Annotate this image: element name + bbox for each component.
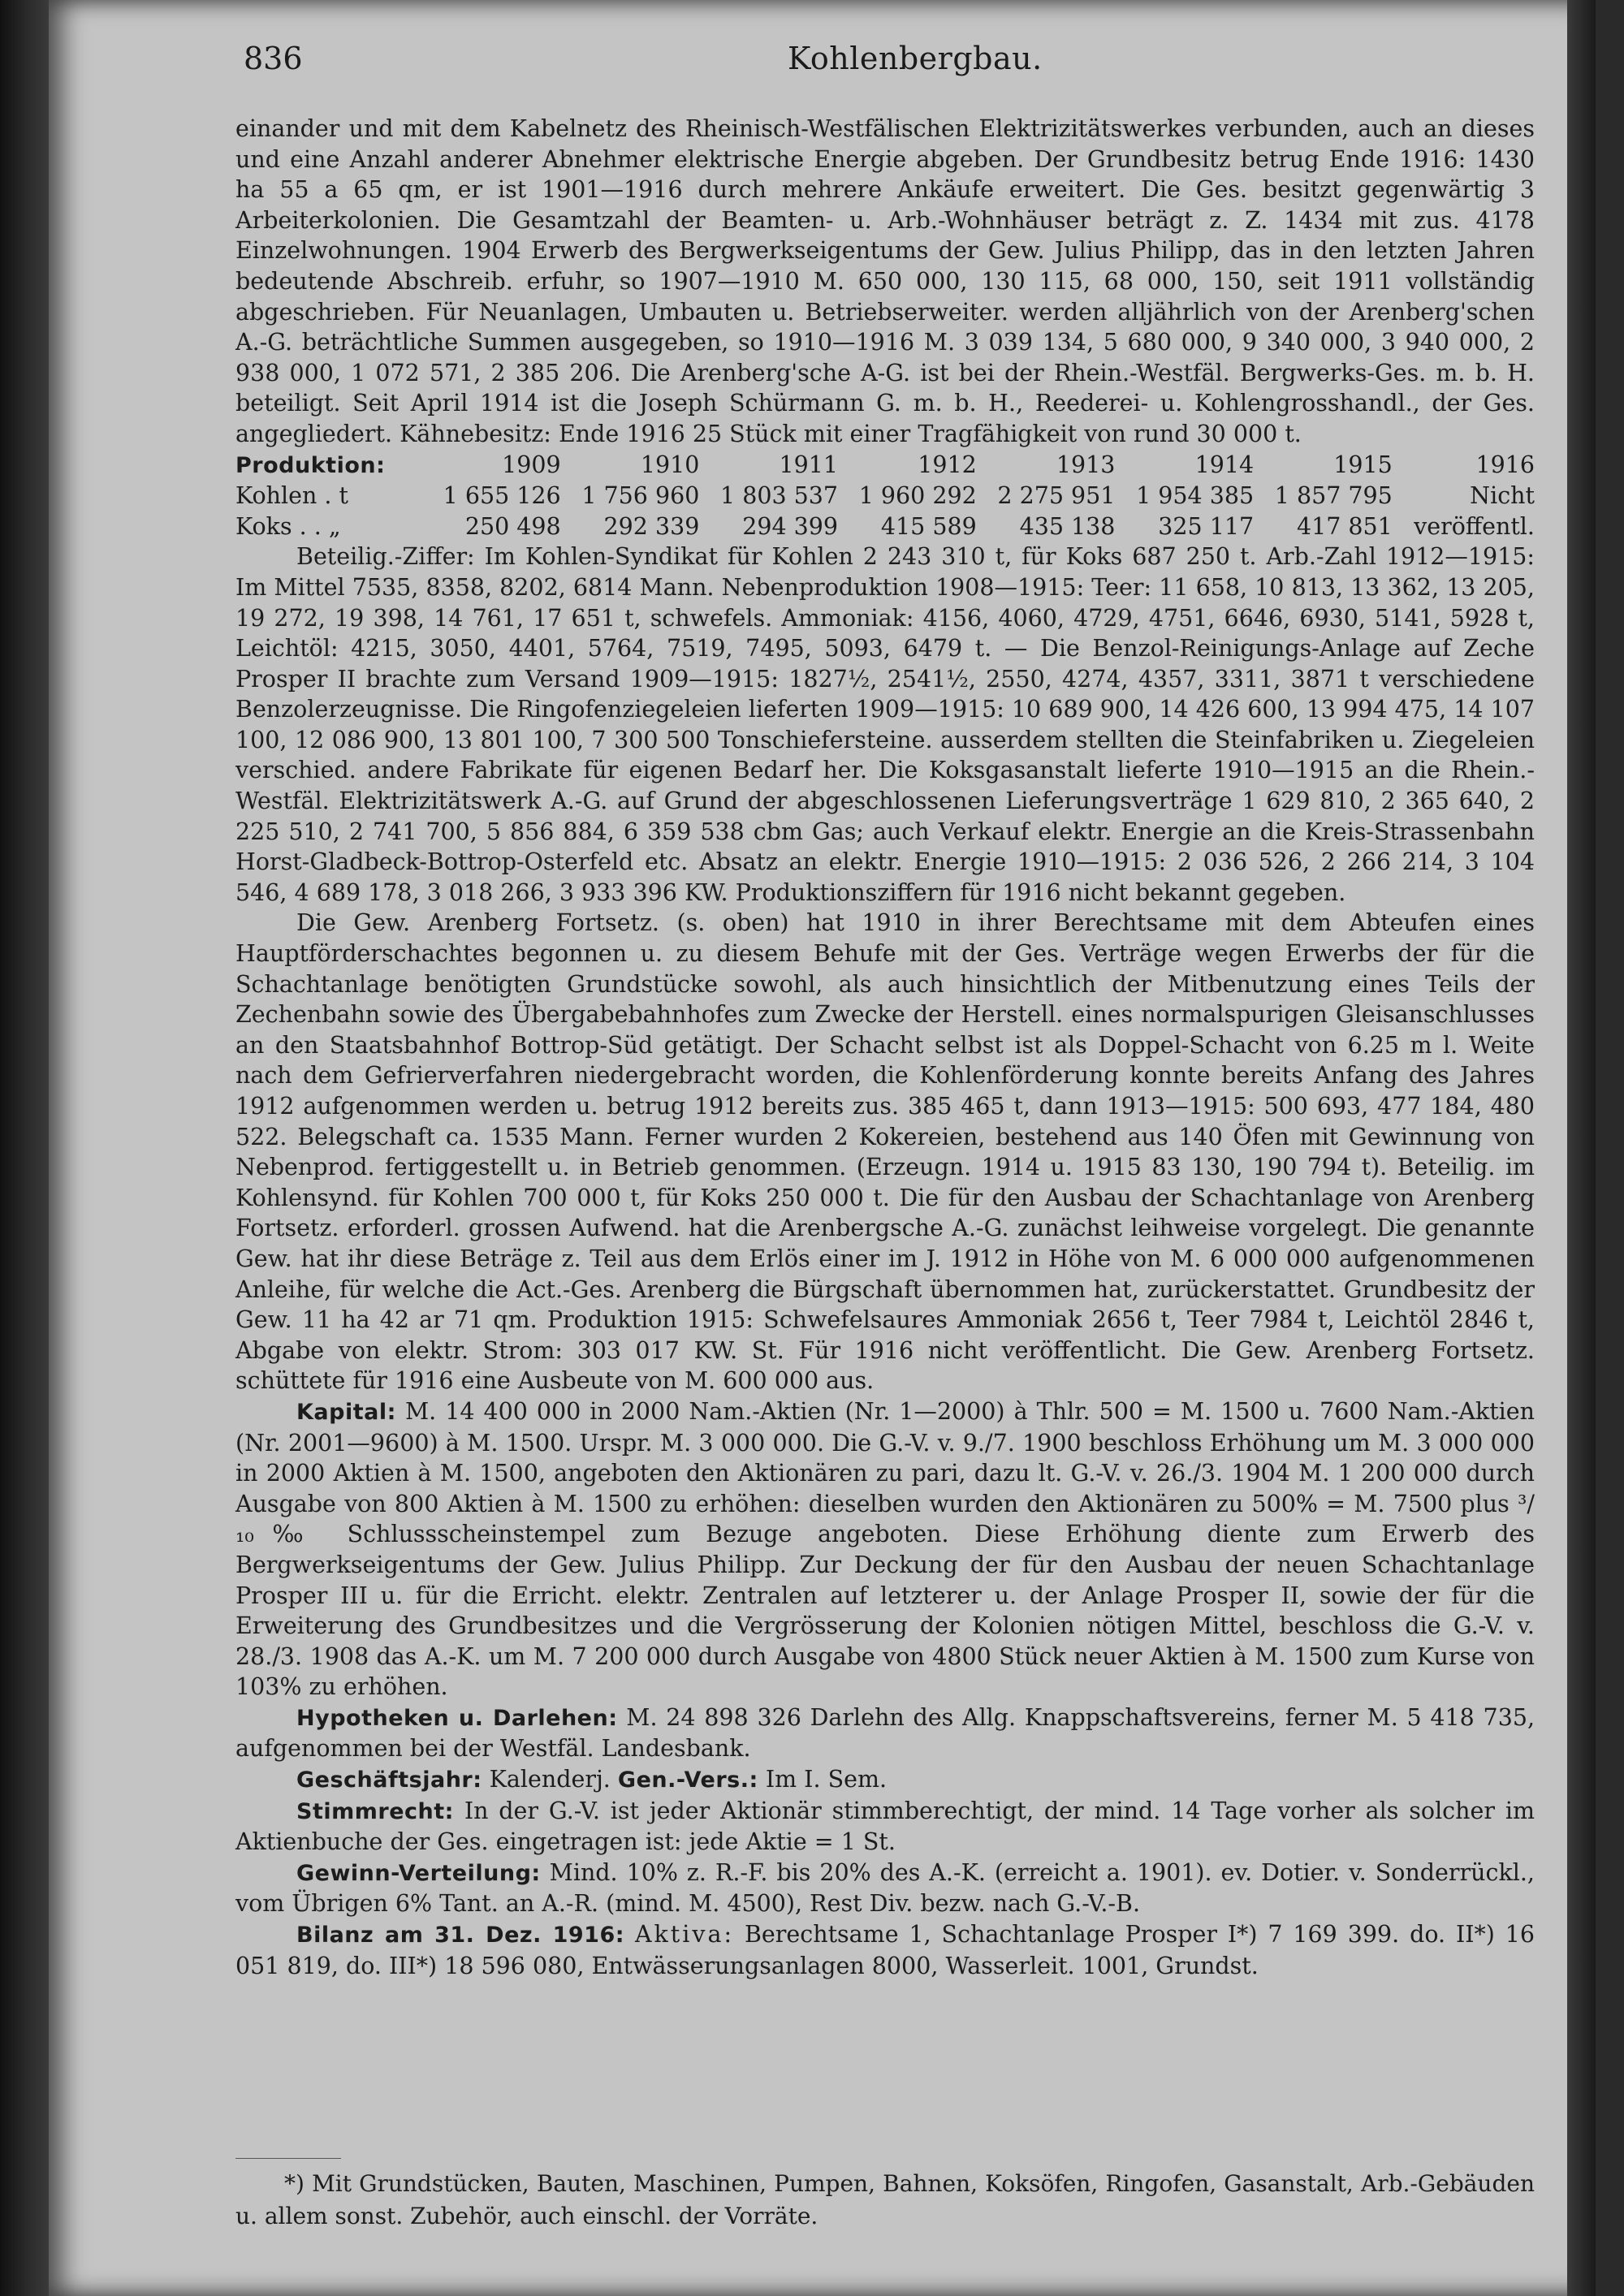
footnote-text: *) Mit Grundstücken, Bauten, Maschinen, Pumpen, Bahnen, Koksöfen, Ringofen, Gasanstalt, Arb.-Gebäuden u. allem sonst. Zubehör, auch einschl. der Vorräte. xyxy=(235,2170,1535,2229)
geschaeftsjahr-label: Geschäftsjahr: xyxy=(296,1767,482,1793)
year-cell: 1913 xyxy=(1056,451,1116,479)
value-cell: 292 339 xyxy=(603,512,700,540)
production-row-kohlen xyxy=(235,481,1535,511)
value-cell: 417 851 xyxy=(1296,512,1393,540)
value-cell: 250 498 xyxy=(464,512,561,540)
value-cell: 1 803 537 xyxy=(720,482,839,510)
fortsetz-paragraph: Die Gew. Arenberg Fortsetz. (s. oben) hat 1910 in ihrer Berechtsame mit dem Abteufen eines Hauptförderschachtes begonnen u. zu diesem Behufe mit der Ges. Verträge wegen Erwerbs der für die Schachtanlage benötigten Grundstücke sowohl, als auch hinsichtlich der Mitbenutzung eines Teils der Zechenbahn sowie des Übergabebahnhofes zum Zwecke der Herstell. eines normalspurigen Gleisanschlusses an den Staatsbahnhof Bottrop-Süd getätigt. Der Schacht selbst ist als Doppel-Schacht von 6.25 m l. Weite nach dem Gefrierverfahren niedergebracht worden, die Kohlenförderung konnte bereits Anfang des Jahres 1912 aufgenommen werden u. betrug 1912 bereits zus. 385 465 t, dann 1913—1915: 500 693, 477 184, 480 522. Belegschaft ca. 1535 Mann. Ferner wurden 2 Kokereien, bestehend aus 140 Öfen mit Gewinnung von Nebenprod. fertiggestellt u. in Betrieb genommen. (Erzeugn. 1914 u. 1915 83 130, 190 794 t). Beteilig. im Kohlensynd. für Kohlen 700 000 t, für Koks 250 000 t. Die für den Ausbau der Schachtanlage von Arenberg Fortsetz. erforderl. grossen Aufwend. hat die Arenbergsche A.-G. zunächst leihweise vorgelegt. Die genannte Gew. hat ihr diese Beträge z. Teil aus dem Erlös einer im J. 1912 in Höhe von M. 6 000 000 aufgenommenen Anleihe, für welche die Act.-Ges. Arenberg die Bürgschaft übernommen hat, zurückerstattet. Grundbesitz der Gew. 11 ha 42 ar 71 qm. Produktion 1915: Schwefelsaures Ammoniak 2656 t, Teer 7984 t, Leichtöl 2846 t, Abgabe von elektr. Strom: 303 017 KW. St. Für 1916 nicht veröffentlicht. Die Gew. Arenberg Fortsetz. schüttete für 1916 eine Ausbeute von M. 600 000 aus. xyxy=(235,909,1535,1395)
value-cell: 325 117 xyxy=(1158,512,1255,540)
geschaeftsjahr-text: Kalenderj. xyxy=(489,1766,611,1793)
value-cell: Nicht xyxy=(1470,482,1535,510)
hypotheken-label: Hypotheken u. Darlehen: xyxy=(296,1705,618,1731)
value-cell: 1 954 385 xyxy=(1136,482,1255,510)
stimmrecht-paragraph xyxy=(235,1796,1535,1858)
year-cell: 1914 xyxy=(1194,451,1255,479)
stimmrecht-text: In der G.-V. ist jeder Aktionär stimmberechtigt, der mind. 14 Tage vorher als solcher im Aktienbuche der Ges. eingetragen ist: jede Aktie = 1 St. xyxy=(235,1797,1535,1856)
value-cell: 2 275 951 xyxy=(997,482,1116,510)
value-cell: 1 857 795 xyxy=(1274,482,1393,510)
year-cell: 1909 xyxy=(502,451,561,479)
row-label: Koks . . „ xyxy=(235,512,341,540)
running-title: Kohlenbergbau. xyxy=(788,41,1043,76)
beteilig-paragraph: Beteilig.-Ziffer: Im Kohlen-Syndikat für Kohlen 2 243 310 t, für Koks 687 250 t. Arb.-Zahl 1912—1915: Im Mittel 7535, 8358, 8202, 6814 Mann. Nebenproduktion 1908—1915: Teer: 11 658, 10 813, 13 362, 13 205, 19 272, 19 398, 14 761, 17 651 t, schwefels. Ammoniak: 4156, 4060, 4729, 4751, 6646, 6930, 5141, 5928 t, Leichtöl: 4215, 3050, 4401, 5764, 7519, 7495, 5093, 6479 t. — Die Benzol-Reinigungs-Anlage auf Zeche Prosper II brachte zum Versand 1909—1915: 1827½, 2541½, 2550, 4274, 4357, 3311, 3871 t verschiedene Benzolerzeugnisse. Die Ringofenziegeleien lieferten 1909—1915: 10 689 900, 14 426 600, 13 994 475, 14 107 100, 12 086 900, 13 801 100, 7 300 500 Tonschiefersteine. ausserdem stellten die Steinfabriken u. Ziegeleien verschied. andere Fabrikate für eigenen Bedarf her. Die Koksgasanstalt lieferte 1910—1915 an die Rhein.-Westfäl. Elektrizitätswerk A.-G. auf Grund der abgeschlossenen Lieferungsverträge 1 629 810, 2 365 640, 2 225 510, 2 741 700, 5 856 884, 6 359 538 cbm Gas; auch Verkauf elektr. Energie an die Kreis-Strassenbahn Horst-Gladbeck-Bottrop-Osterfeld etc. Absatz an elektr. Energie 1910—1915: 2 036 526, 2 266 214, 3 104 546, 4 689 178, 3 018 266, 3 933 396 KW. Produktionsziffern für 1916 nicht bekannt gegeben. xyxy=(235,543,1535,906)
stimmrecht-label: Stimmrecht: xyxy=(296,1798,454,1824)
page-header xyxy=(244,41,1543,83)
gewinn-label: Gewinn-Verteilung: xyxy=(296,1860,541,1886)
production-header-row xyxy=(235,450,1535,481)
value-cell: veröffentl. xyxy=(1414,512,1535,540)
kapital-text: M. 14 400 000 in 2000 Nam.-Aktien (Nr. 1—2000) à Thlr. 500 = M. 1500 u. 7600 Nam.-Aktien (Nr. 2001—9600) à M. 1500. Urspr. M. 3 000 000. Die G.-V. v. 9./7. 1900 beschloss Erhöhung um M. 3 000 000 in 2000 Aktien à M. 1500, angeboten den Aktionären zu pari, dazu lt. G.-V. v. 26./3. 1904 M. 1 200 000 durch Ausgabe von 800 Aktien à M. 1500 zu erhöhen: dieselben wurden den Aktionären zu 500% = M. 7500 plus ³/₁₀‰ Schlussscheinstempel zum Bezuge angeboten. Diese Erhöhung diente zum Erwerb des Bergwerkseigentums der Gew. Julius Philipp. Zur Deckung der für den Ausbau der neuen Schachtanlage Prosper III u. für die Erricht. elektr. Zentralen auf letzterer u. der Anlage Prosper II, sowie der für die Erweiterung des Grundbesitzes und die Vergrösserung der Kolonien nötigen Mittel, beschloss die G.-V. v. 28./3. 1908 das A.-K. um M. 7 200 000 durch Ausgabe von 4800 Stück neuer Aktien à M. 1500 zum Kurse von 103% zu erhöhen. xyxy=(235,1397,1535,1701)
footnote xyxy=(235,2168,1535,2233)
production-heading: Produktion: xyxy=(235,452,386,478)
year-cell: 1916 xyxy=(1475,451,1535,479)
value-cell: 294 399 xyxy=(742,512,839,540)
year-cell: 1910 xyxy=(640,451,700,479)
year-cell: 1915 xyxy=(1333,451,1393,479)
geschaeftsjahr-paragraph xyxy=(235,1764,1535,1796)
footnote-rule xyxy=(235,2158,341,2159)
book-spine xyxy=(0,0,49,2296)
bilanz-text: Berechtsame 1, Schachtanlage Prosper I*) 7 169 399. do. II*) 16 051 819, do. III*) 18 596 080, Entwässerungsanlagen 8000, Wasserleit. 1001, Grundst. xyxy=(235,1921,1535,1979)
facing-page-edge xyxy=(1567,0,1596,2296)
value-cell: 1 960 292 xyxy=(858,482,977,510)
production-row-koks xyxy=(235,511,1535,542)
value-cell: 415 589 xyxy=(880,512,977,540)
genvers-label: Gen.-Vers.: xyxy=(617,1767,758,1793)
intro-paragraph: einander und mit dem Kabelnetz des Rheinisch-Westfälischen Elektrizitätswerkes verbunden, auch an dieses und eine Anzahl anderer Abnehmer elektrische Energie abgeben. Der Grundbesitz betrug Ende 1916: 1430 ha 55 a 65 qm, er ist 1901—1916 durch mehrere Ankäufe erweitert. Die Ges. besitzt gegenwärtig 3 Arbeiterkolonien. Die Gesamtzahl der Beamten- u. Arb.-Wohnhäuser beträgt z. Z. 1434 mit zus. 4178 Einzelwohnungen. 1904 Erwerb des Bergwerkseigentums der Gew. Julius Philipp, das in den letzten Jahren bedeutende Abschreib. erfuhr, so 1907—1910 M. 650 000, 130 115, 68 000, 150, seit 1911 vollständig abgeschrieben. Für Neuanlagen, Umbauten u. Betriebserweiter. werden alljährlich von der Arenberg'schen A.-G. beträchtliche Summen ausgegeben, so 1910—1916 M. 3 039 134, 5 680 000, 9 340 000, 3 940 000, 2 938 000, 1 072 571, 2 385 206. Die Arenberg'sche A-G. ist bei der Rhein.-Westfäl. Bergwerks-Ges. m. b. H. beteiligt. Seit April 1914 ist die Joseph Schürmann G. m. b. H., Reederei- u. Kohlengrosshandl., der Ges. angegliedert. Kähnebesitz: Ende 1916 25 Stück mit einer Tragfähigkeit von rund 30 000 t. xyxy=(235,115,1535,447)
gewinn-text: Mind. 10% z. R.-F. bis 20% des A.-K. (erreicht a. 1901). ev. Dotier. v. Sonderrückl., vom Übrigen 6% Tant. an A.-R. (mind. M. 4500), Rest Div. bezw. nach G.-V.-B. xyxy=(235,1858,1535,1918)
production-table xyxy=(235,450,1535,542)
bilanz-aktiva-label: Aktiva: xyxy=(634,1921,735,1949)
hypotheken-paragraph xyxy=(235,1703,1535,1764)
year-cell: 1912 xyxy=(918,451,977,479)
page-number: 836 xyxy=(244,41,303,76)
genvers-text: Im I. Sem. xyxy=(765,1766,888,1793)
hypotheken-text: M. 24 898 326 Darlehn des Allg. Knappschaftsvereins, ferner M. 5 418 735, aufgenommen bei der Westfäl. Landesbank. xyxy=(235,1703,1535,1763)
value-cell: 435 138 xyxy=(1019,512,1116,540)
bilanz-label: Bilanz am 31. Dez. 1916: xyxy=(296,1923,625,1949)
row-label: Kohlen . t xyxy=(235,482,349,510)
body-text xyxy=(235,114,1535,1981)
gewinn-paragraph xyxy=(235,1858,1535,1919)
bilanz-paragraph xyxy=(235,1919,1535,1981)
value-cell: 1 655 126 xyxy=(443,482,561,510)
kapital-label: Kapital: xyxy=(296,1399,396,1425)
value-cell: 1 756 960 xyxy=(581,482,700,510)
year-cell: 1911 xyxy=(779,451,839,479)
kapital-paragraph xyxy=(235,1396,1535,1703)
